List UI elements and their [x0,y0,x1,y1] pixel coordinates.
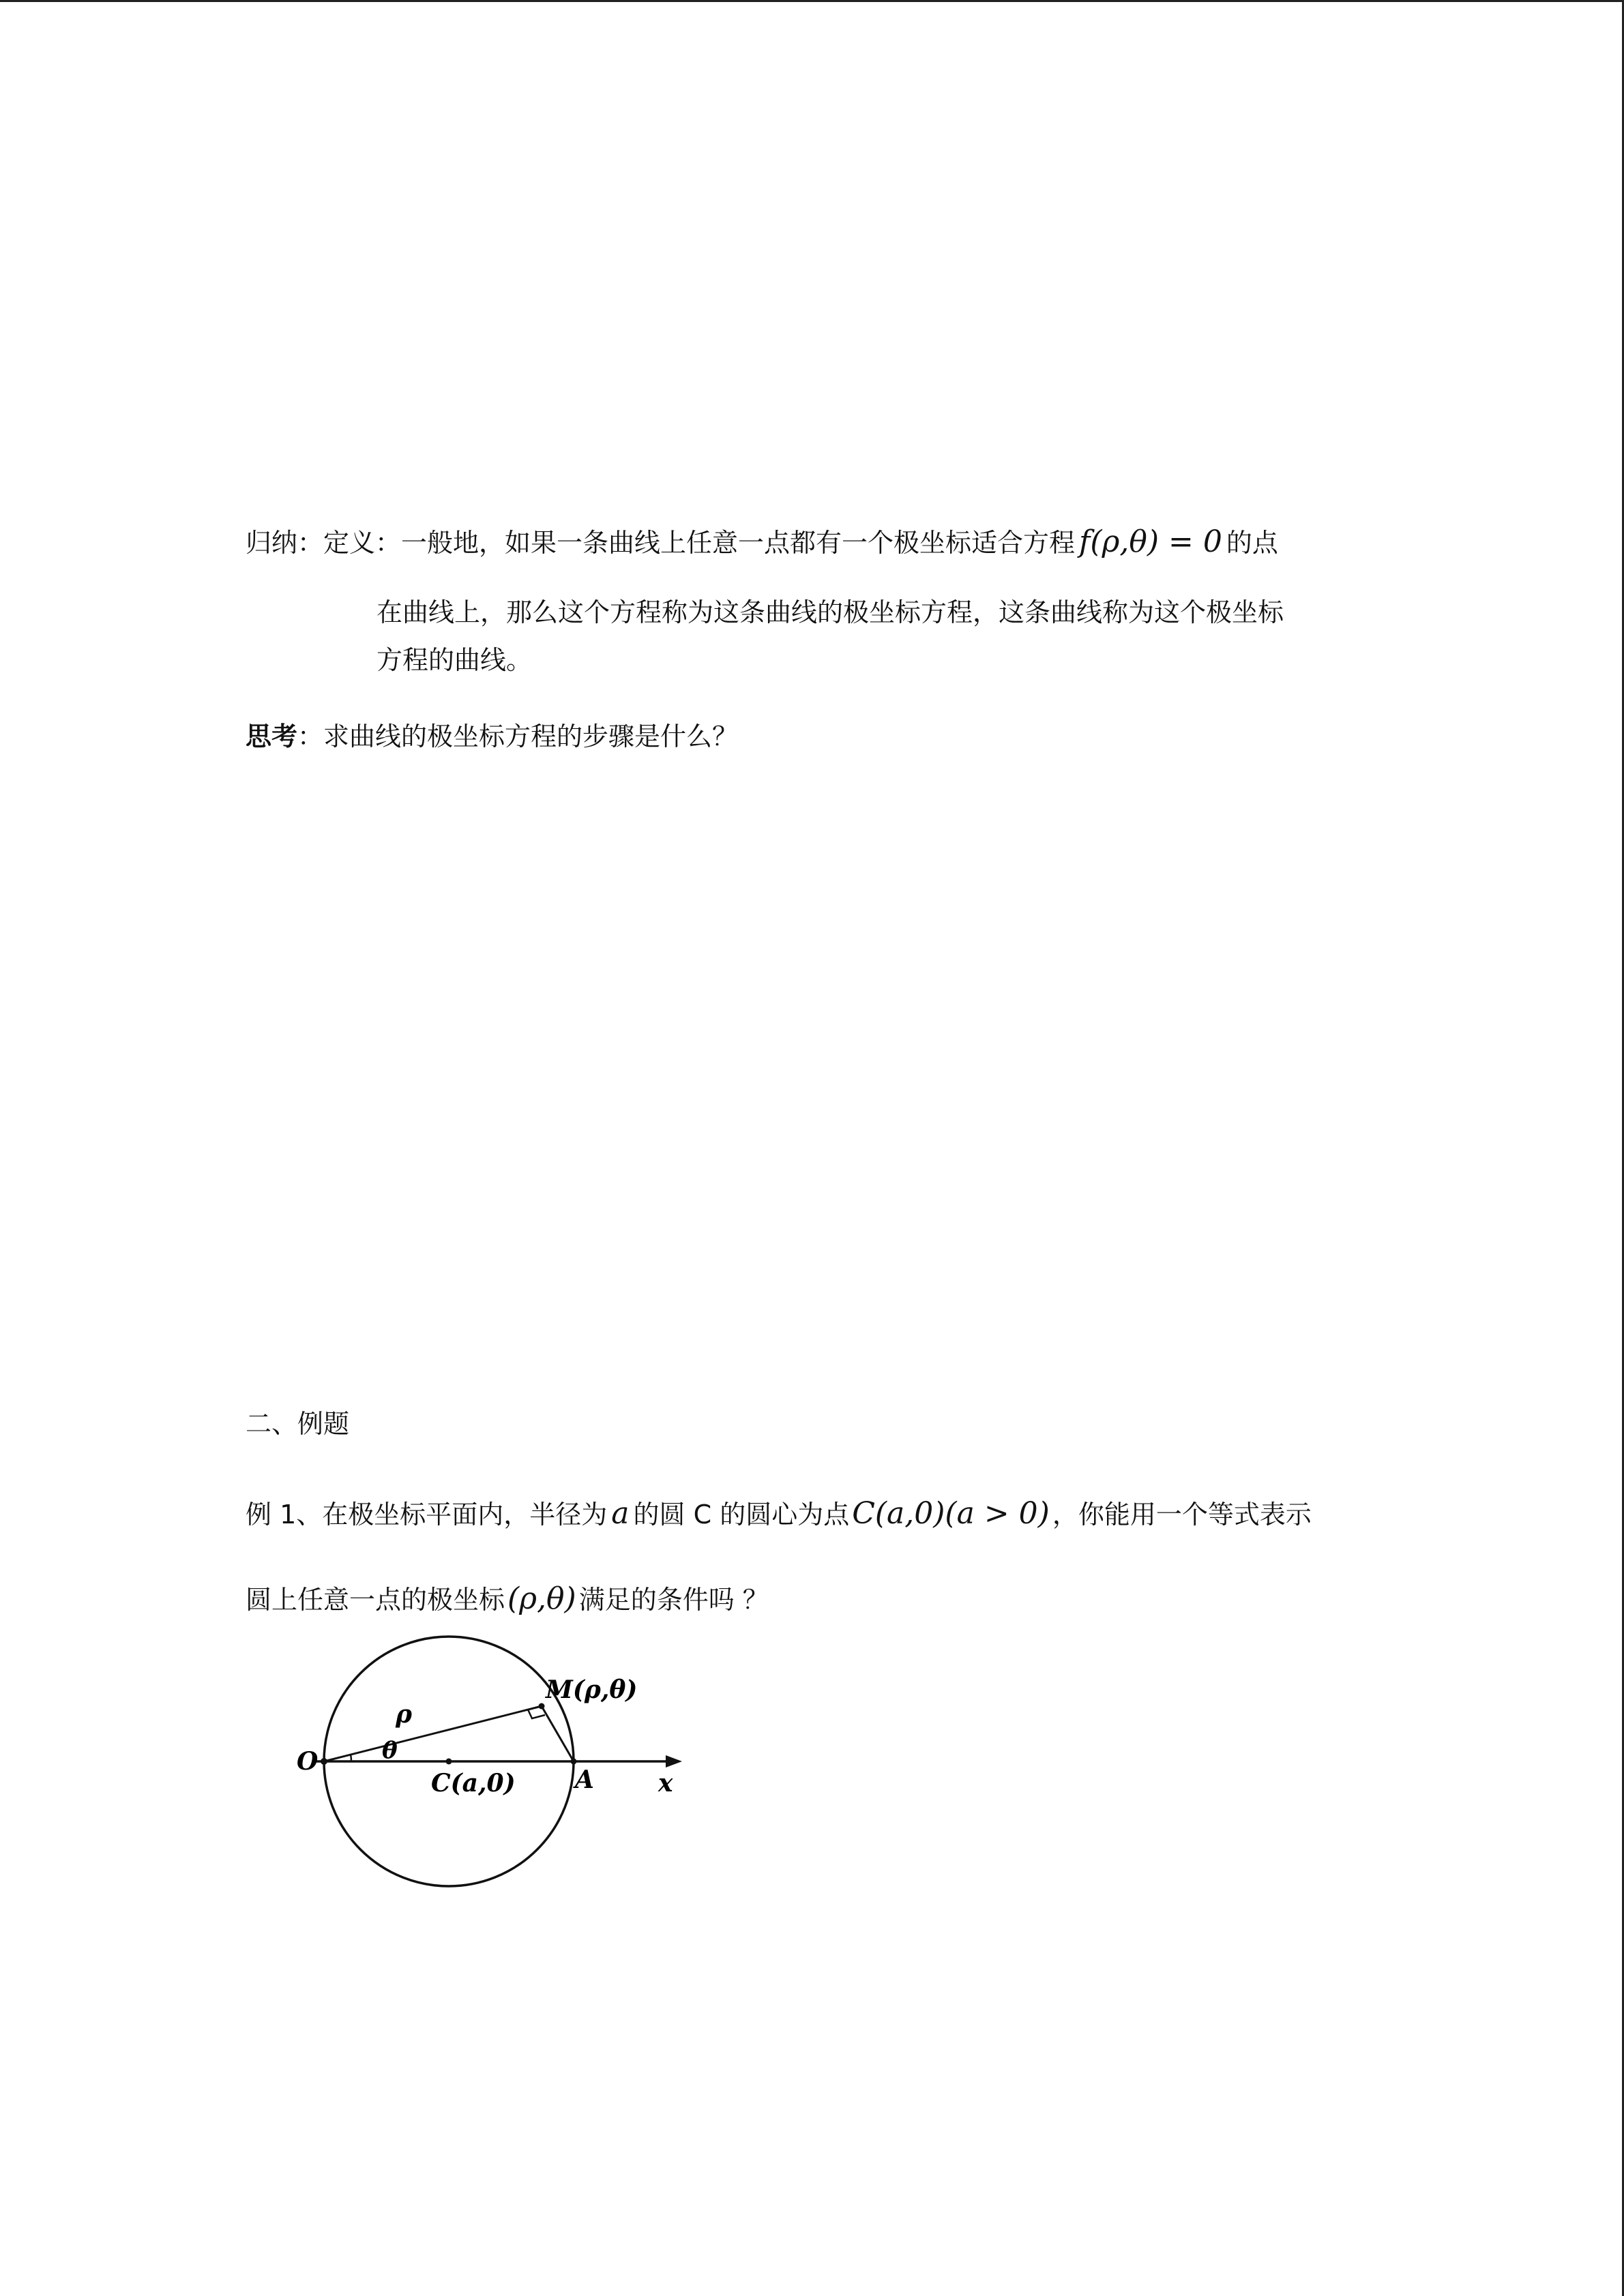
section-heading: 二、例题 [246,1409,350,1439]
summary-line-2: 在曲线上，那么这个方程称为这条曲线的极坐标方程，这条曲线称为这个极坐标 [377,597,1284,627]
label-x: x [658,1769,673,1798]
point-c [446,1759,452,1765]
label-c: C(a,0) [431,1769,516,1798]
think-label: 思考 [246,721,298,751]
segment-ma [542,1706,574,1761]
example1-text-part2: 的圆 C 的圆心为点 [633,1500,850,1530]
polar-equation-formula: f(ρ,θ) = 0 [1079,524,1222,559]
label-rho: ρ [396,1700,412,1729]
summary-label: 归纳： [246,528,324,558]
label-m: M(ρ,θ) [546,1675,638,1704]
point-m [539,1703,545,1710]
example1-text-part3: ，你能用一个等式表示 [1052,1500,1312,1530]
example1-line2-part1: 圆上任意一点的极坐标 [246,1585,505,1615]
example1-line-1 [246,1497,1312,1532]
summary-text-after: 的点 [1226,528,1278,558]
coordinate-formula: (ρ,θ) [507,1581,576,1616]
summary-line-3: 方程的曲线。 [377,645,533,675]
page-top-border [0,0,1624,2]
summary-line-1 [246,525,1278,560]
point-a [571,1759,577,1765]
radius-variable: a [611,1496,630,1531]
think-colon: ： [297,721,324,751]
axis-arrowhead-icon [666,1755,682,1768]
example1-line-2 [246,1582,769,1617]
example1-line2-part2: 满足的条件吗 ？ [578,1585,769,1615]
example1-label: 例 1、 [246,1500,323,1530]
think-line [246,719,738,754]
center-formula: C(a,0)(a > 0) [852,1496,1050,1531]
definition-label: 定义： [323,528,402,558]
example1-text-part1: 在极坐标平面内，半径为 [322,1500,608,1530]
label-theta: θ [382,1737,398,1764]
segment-om [324,1706,542,1761]
summary-text-before: 一般地，如果一条曲线上任意一点都有一个极坐标适合方程 [401,528,1076,558]
polar-circle-figure [273,1630,709,1903]
label-o: O [297,1747,319,1776]
label-a: A [575,1765,594,1794]
think-question: 求曲线的极坐标方程的步骤是什么？ [323,721,739,751]
right-angle-mark [528,1710,545,1718]
point-o [321,1758,327,1765]
